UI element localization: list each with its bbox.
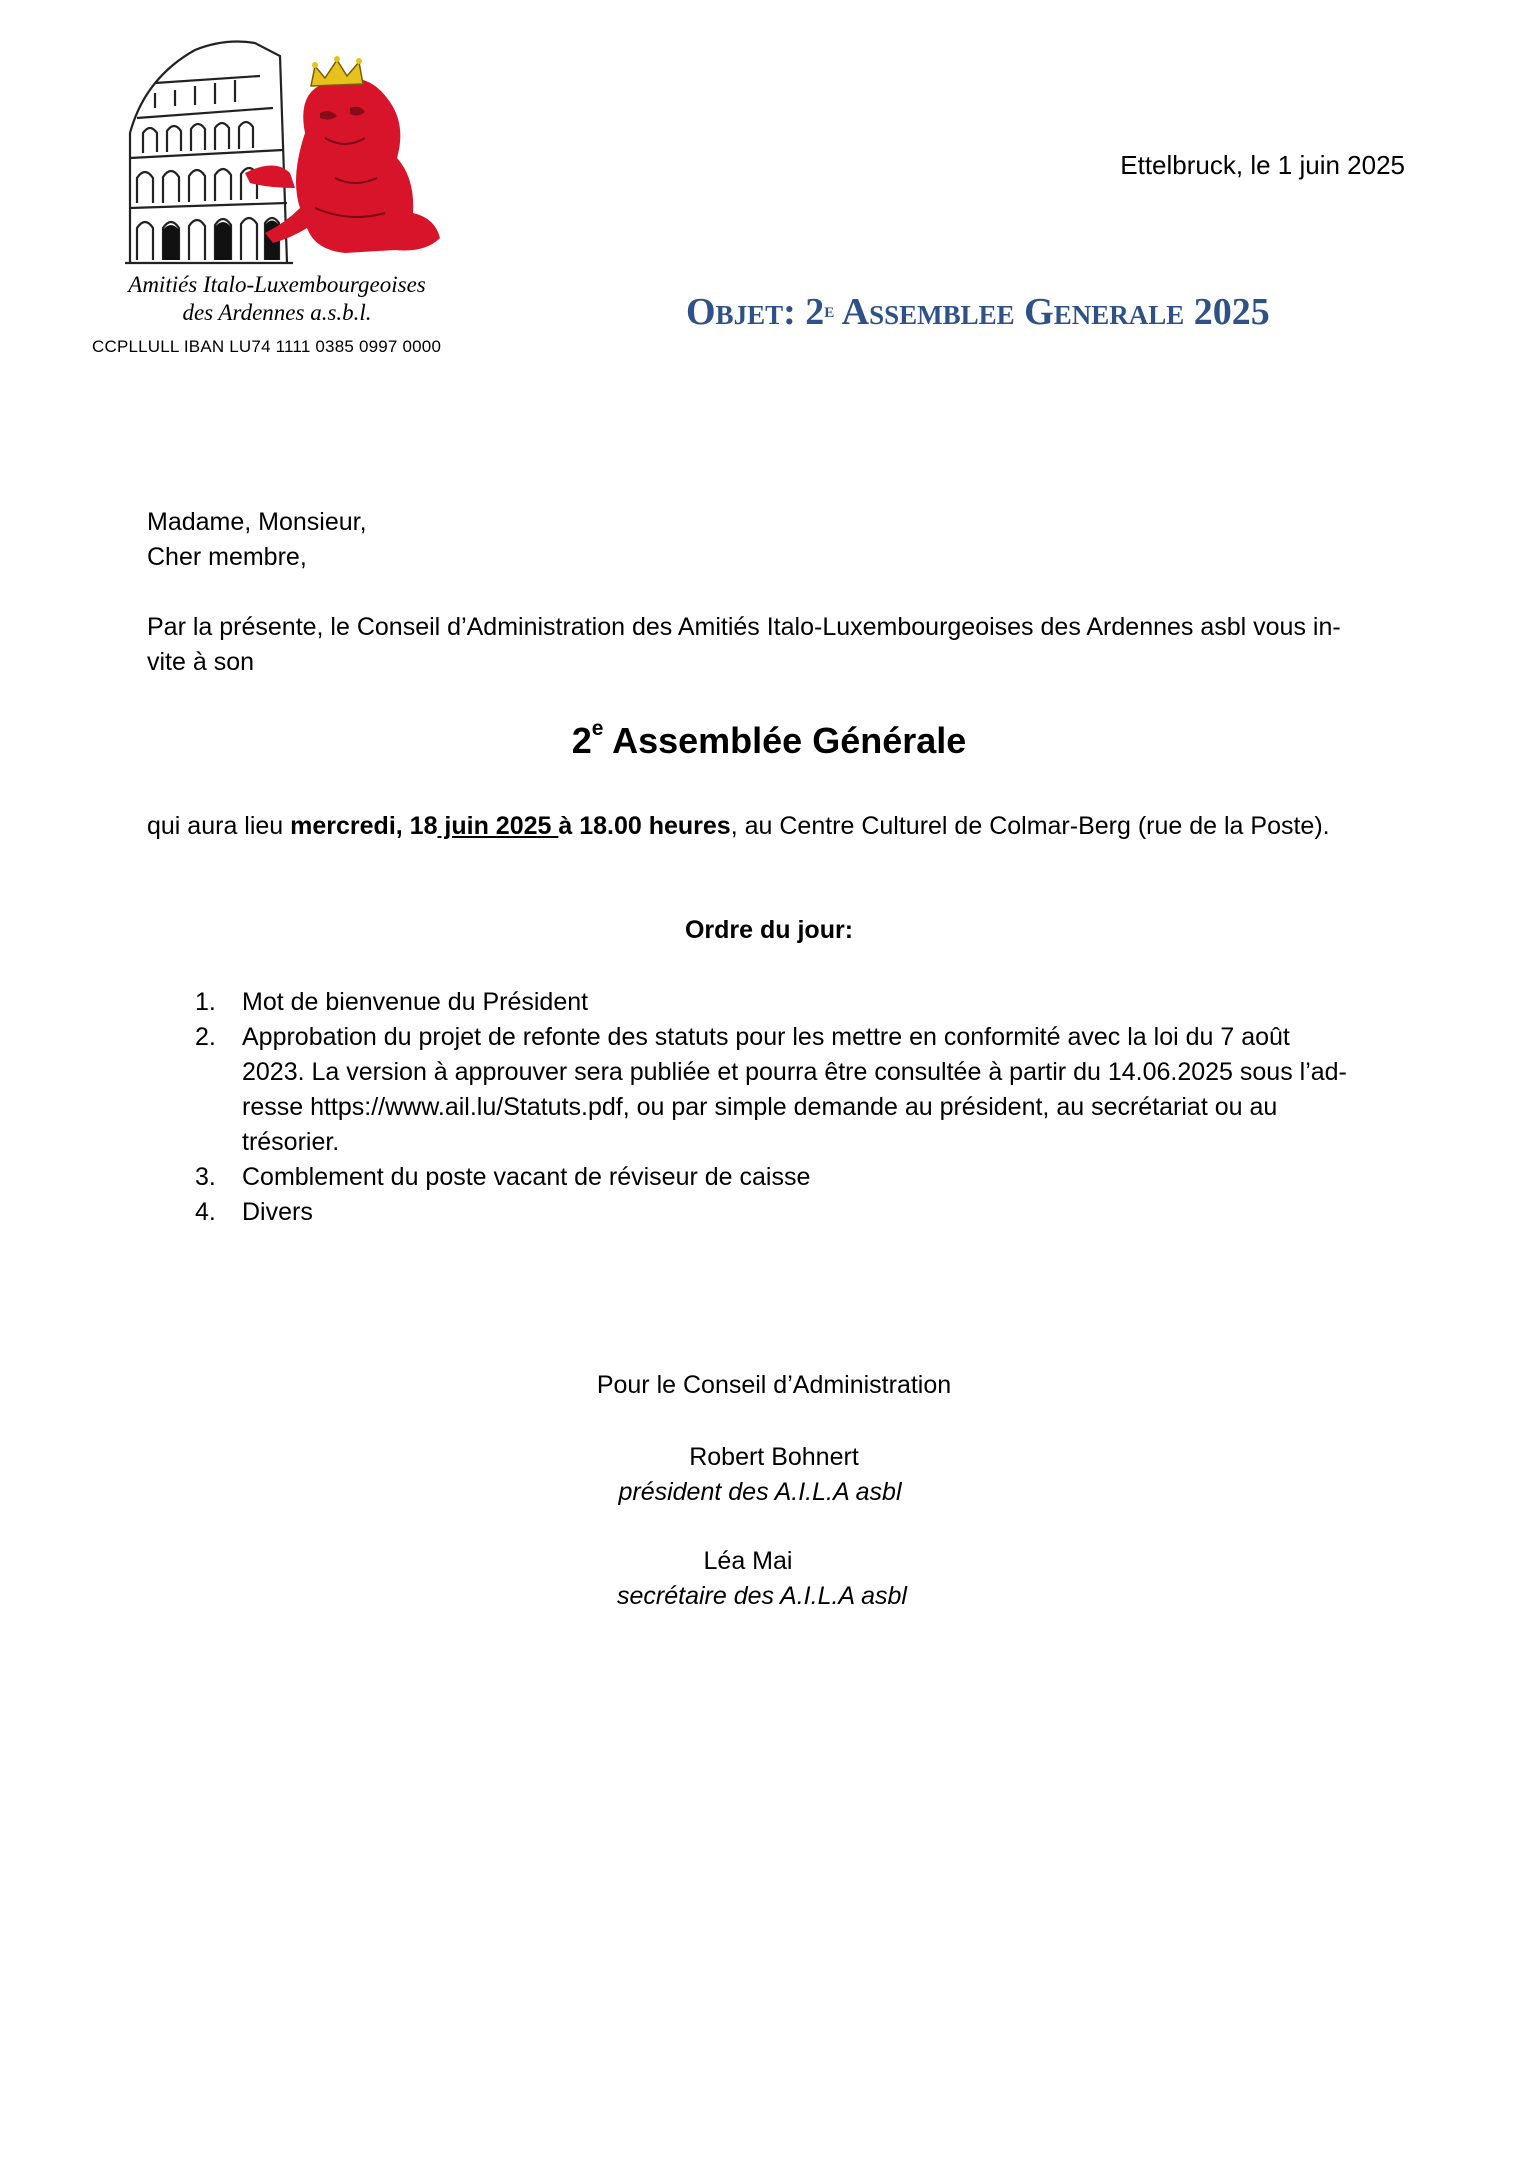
agenda-item: [147, 1160, 1407, 1195]
agenda-item-text: Mot de bienvenue du Président: [242, 988, 589, 1016]
subject-line: [686, 290, 1270, 334]
bank-details: CCPLLULL IBAN LU74 1111 0385 0997 0000: [92, 337, 442, 356]
agenda-item: [147, 1195, 1407, 1230]
intro-paragraph: [147, 610, 1407, 680]
agenda-item-number: 2.: [195, 1023, 216, 1051]
subject-number-sup: e: [824, 297, 835, 322]
logo-caption-line1: Amitiés Italo-Luxembourgeoises: [128, 272, 426, 297]
heading-number: 2: [571, 720, 592, 761]
agenda-item-number: 4.: [195, 1198, 216, 1226]
event-day: mercredi, 18: [290, 812, 438, 840]
agenda-item-text: Comblement du poste vacant de réviseur de caisse: [242, 1163, 811, 1191]
heading-sup: e: [591, 717, 604, 740]
subject-text: Assemblee Generale: [834, 291, 1185, 333]
logo-caption-line2: des Ardennes a.s.b.l.: [182, 300, 372, 325]
crown-icon: [311, 56, 363, 86]
agenda-item: [147, 1020, 1407, 1160]
event-pre: qui aura lieu: [147, 812, 291, 840]
salutation: [147, 505, 367, 575]
association-logo: [115, 38, 445, 268]
agenda-item-text: trésorier.: [242, 1128, 340, 1156]
agenda-item-text: resse https://www.ail.lu/Statuts.pdf, ou par simple demande au président, au secrétariat ou au: [242, 1093, 1278, 1121]
agenda-title: Ordre du jour:: [684, 916, 854, 944]
intro-line2: vite à son: [147, 648, 255, 676]
logo-caption: [92, 271, 462, 327]
agenda-list: [147, 985, 1407, 1230]
agenda-item: [147, 985, 1407, 1020]
subject-prefix: Objet: [686, 291, 784, 333]
subject-number: 2: [805, 291, 825, 333]
agenda-item-number: 3.: [195, 1163, 216, 1191]
president-name: Robert Bohnert: [689, 1443, 859, 1471]
subject-colon: :: [783, 291, 806, 333]
salutation-line1: Madame, Monsieur,: [147, 508, 367, 536]
agenda-item-text: 2023. La version à approuver sera publiée et pourra être consultée à partir du 14.06.2025 sous l’ad-: [242, 1058, 1347, 1086]
event-details: [147, 809, 1447, 844]
intro-line1: Par la présente, le Conseil d’Administration des Amitiés Italo-Luxembourgeoises des Ardennes asbl vous in-: [147, 613, 1341, 641]
heading-text: Assemblée Générale: [603, 720, 967, 761]
subject-year: 2025: [1184, 291, 1270, 333]
event-date: juin 2025: [437, 812, 559, 840]
date-line: Ettelbruck, le 1 juin 2025: [1120, 150, 1405, 180]
secretary-name: Léa Mai: [703, 1547, 793, 1575]
salutation-line2: Cher membre,: [147, 543, 307, 571]
event-time: à 18.00 heures: [558, 812, 731, 840]
president-role: président des A.I.L.A asbl: [618, 1478, 902, 1506]
agenda-item-text: Divers: [242, 1198, 313, 1226]
assembly-heading: [0, 717, 1538, 762]
secretary-role: secrétaire des A.I.L.A asbl: [617, 1582, 907, 1610]
event-post: , au Centre Culturel de Colmar-Berg (rue de la Poste).: [730, 812, 1330, 840]
agenda-item-text: Approbation du projet de refonte des statuts pour les mettre en conformité avec la loi du 7 août: [242, 1023, 1290, 1051]
signoff: Pour le Conseil d’Administration: [596, 1371, 952, 1399]
colosseum-lion-icon: [115, 38, 445, 268]
agenda-item-number: 1.: [195, 988, 216, 1016]
